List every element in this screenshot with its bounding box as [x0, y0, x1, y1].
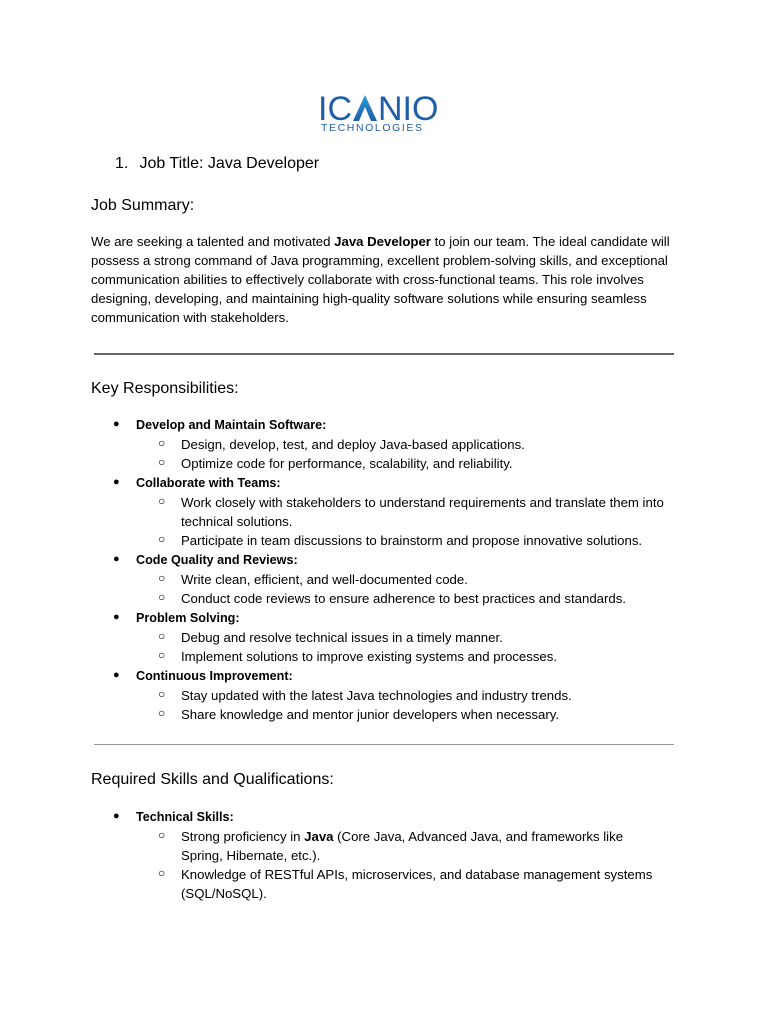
hollow-bullet-icon: ○: [158, 687, 166, 701]
list-item: [91, 807, 691, 903]
list-item: [91, 550, 691, 608]
sub-list-item: ○ Debug and resolve technical issues in a timely manner.: [158, 629, 503, 645]
list-item-label: Code Quality and Reviews:: [136, 553, 298, 567]
job-summary-role: Java Developer: [334, 234, 431, 249]
sub-list: [136, 435, 691, 473]
hollow-bullet-icon: ○: [158, 494, 166, 508]
logo-wordmark: IC NIO: [318, 90, 439, 128]
job-summary-heading: Job Summary:: [91, 197, 195, 214]
hollow-bullet-icon: ○: [158, 455, 166, 469]
list-item: [91, 473, 691, 550]
logo-a-mark-icon: [352, 94, 378, 122]
section-divider: [94, 353, 674, 355]
bullet-icon: ●: [113, 418, 120, 430]
hollow-bullet-icon: ○: [158, 436, 166, 450]
key-responsibilities-heading: Key Responsibilities:: [91, 380, 239, 397]
sub-list-item: ○ Knowledge of RESTful APIs, microservices, and database management systems (SQL/NoSQL).: [158, 866, 653, 901]
hollow-bullet-icon: ○: [158, 590, 166, 604]
list-item: [91, 608, 691, 666]
hollow-bullet-icon: ○: [158, 648, 166, 662]
sub-list-item: ○ Write clean, efficient, and well-documented code.: [158, 571, 468, 587]
job-title-text: Job Title: Java Developer: [139, 155, 320, 172]
sub-list: [136, 493, 691, 550]
hollow-bullet-icon: ○: [158, 571, 166, 585]
sub-list-item: ○ Implement solutions to improve existing systems and processes.: [158, 648, 558, 664]
skill-java: Java: [304, 829, 334, 844]
sub-list-item: ○ Design, develop, test, and deploy Java-based applications.: [158, 436, 525, 452]
sub-list-item: ○ Work closely with stakeholders to understand requirements and translate them into technical solutions.: [158, 494, 664, 529]
sub-list: [136, 827, 691, 903]
list-item-label: Develop and Maintain Software:: [136, 418, 327, 432]
list-item-label: Continuous Improvement:: [136, 669, 293, 683]
sub-list-item: ○ Strong proficiency in Java (Core Java, Advanced Java, and frameworks like Spring, Hibernate, etc.).: [158, 828, 624, 863]
list-item-label: Problem Solving:: [136, 611, 240, 625]
bullet-icon: ●: [113, 476, 120, 488]
sub-list: [136, 628, 691, 666]
bullet-icon: ●: [113, 669, 120, 681]
bullet-icon: ●: [113, 611, 120, 623]
section-divider: [94, 744, 674, 745]
sub-list-item: ○ Participate in team discussions to brainstorm and propose innovative solutions.: [158, 532, 643, 548]
hollow-bullet-icon: ○: [158, 706, 166, 720]
list-item: [91, 666, 691, 724]
list-item-label: Technical Skills:: [136, 810, 234, 824]
bullet-icon: ●: [113, 553, 120, 565]
hollow-bullet-icon: ○: [158, 629, 166, 643]
sub-list-item: ○ Optimize code for performance, scalability, and reliability.: [158, 455, 513, 471]
job-title: [115, 154, 319, 174]
hollow-bullet-icon: ○: [158, 532, 166, 546]
sub-list: [136, 570, 691, 608]
job-title-number: 1.: [115, 155, 129, 172]
job-summary-paragraph: We are seeking a talented and motivated Java Developer to join our team. The ideal candidate will possess a strong command of Java programming, excellent problem-solving skills, and exceptional communication abilities to effectively collaborate with cross-functional teams. This role involves designing, developing, and maintaining high-quality software solutions while ensuring seamless communication with stakeholders.: [91, 234, 670, 325]
responsibilities-list: [91, 415, 691, 724]
sub-list-item: ○ Stay updated with the latest Java technologies and industry trends.: [158, 687, 572, 703]
skills-list: [91, 807, 691, 903]
company-logo: [318, 92, 440, 138]
list-item-label: Collaborate with Teams:: [136, 476, 281, 490]
hollow-bullet-icon: ○: [158, 866, 166, 880]
sub-list: [136, 686, 691, 724]
list-item: [91, 415, 691, 473]
hollow-bullet-icon: ○: [158, 828, 166, 842]
required-skills-heading: Required Skills and Qualifications:: [91, 771, 334, 788]
sub-list-item: ○ Share knowledge and mentor junior developers when necessary.: [158, 706, 560, 722]
sub-list-item: ○ Conduct code reviews to ensure adherence to best practices and standards.: [158, 590, 626, 606]
bullet-icon: ●: [113, 810, 120, 822]
logo-subtitle: TECHNOLOGIES: [321, 122, 424, 134]
